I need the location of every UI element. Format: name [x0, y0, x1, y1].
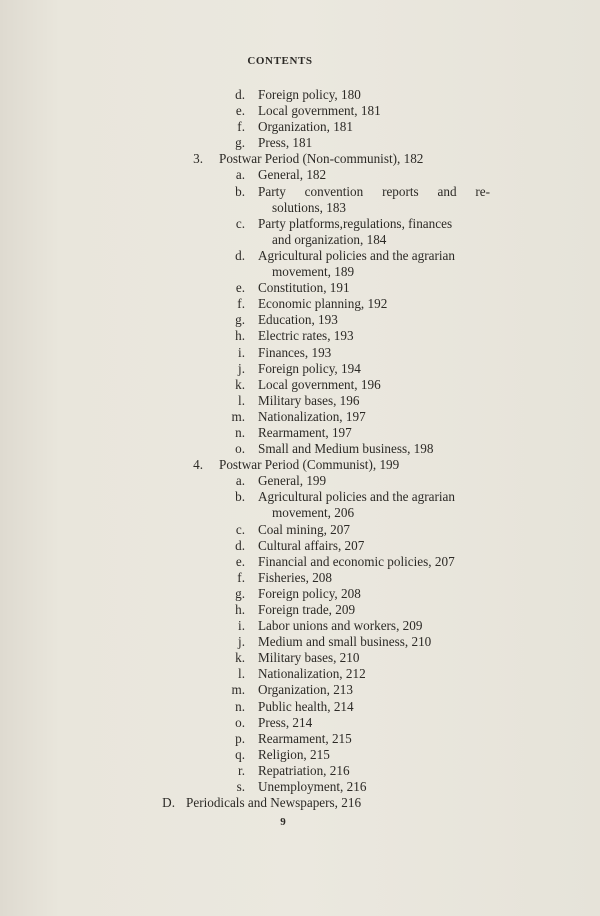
- toc-entry: [0, 618, 600, 634]
- entry-marker: e.: [235, 103, 245, 119]
- entry-text: Nationalization, 212: [258, 666, 366, 682]
- entry-marker: m.: [231, 408, 245, 424]
- entry-marker: d.: [235, 87, 245, 102]
- toc-entry: [0, 779, 600, 795]
- entry-marker: a.: [235, 473, 245, 489]
- entry-marker: i.: [238, 618, 245, 634]
- toc-entry: [0, 634, 600, 650]
- entry-text: solutions, 183: [272, 199, 347, 215]
- toc-entry: [0, 554, 600, 570]
- entry-text: Small and Medium business, 198: [258, 441, 434, 457]
- entry-text: Medium and small business, 210: [258, 634, 432, 650]
- entry-text: General, 182: [258, 167, 327, 183]
- entry-text: Unemployment, 216: [258, 779, 367, 795]
- entry-marker: f.: [237, 296, 245, 312]
- entry-text: Electric rates, 193: [258, 328, 354, 344]
- entry-text: movement, 206: [272, 505, 355, 521]
- entry-text: Coal mining, 207: [258, 521, 350, 537]
- entry-marker: k.: [235, 650, 245, 666]
- toc-entry: [0, 682, 600, 698]
- toc-entry: [0, 715, 600, 731]
- entry-marker: f.: [237, 569, 245, 585]
- entry-marker: n.: [235, 424, 245, 440]
- entry-marker: g.: [235, 135, 245, 151]
- entry-text: Local government, 196: [258, 376, 381, 392]
- entry-text: and organization, 184: [272, 231, 387, 247]
- entry-marker: h.: [235, 328, 245, 344]
- entry-marker: b.: [235, 183, 245, 199]
- toc-section: [0, 457, 600, 473]
- toc-entry: [0, 538, 600, 554]
- section-marker: 4.: [193, 457, 203, 473]
- entry-marker: p.: [235, 730, 245, 746]
- toc-entry: [0, 731, 600, 747]
- toc-entry: [0, 393, 600, 409]
- toc-entry-continuation: [0, 505, 600, 521]
- toc-entry: [0, 135, 600, 151]
- toc-entry: [0, 119, 600, 135]
- entry-marker: l.: [238, 392, 245, 408]
- toc-entry: [0, 699, 600, 715]
- entry-text: Financial and economic policies, 207: [258, 553, 455, 569]
- toc-section: [0, 151, 600, 167]
- toc-entry: [0, 747, 600, 763]
- entry-marker: o.: [235, 714, 245, 730]
- entry-text: Foreign policy, 180: [258, 87, 361, 102]
- toc-entry: [0, 570, 600, 586]
- entry-text: Fisheries, 208: [258, 569, 332, 585]
- entry-marker: i.: [238, 344, 245, 360]
- entry-marker: e.: [235, 553, 245, 569]
- entry-marker: n.: [235, 698, 245, 714]
- entry-text: Nationalization, 197: [258, 408, 366, 424]
- toc-entry: [0, 650, 600, 666]
- entry-marker: l.: [238, 666, 245, 682]
- entry-marker: c.: [235, 521, 245, 537]
- page-heading: CONTENTS: [247, 55, 313, 67]
- entry-text: Religion, 215: [258, 746, 330, 762]
- entry-text: Foreign trade, 209: [258, 602, 356, 617]
- entry-marker: f.: [237, 119, 245, 135]
- toc-entry: [0, 296, 600, 312]
- entry-marker: q.: [235, 746, 245, 762]
- toc-entry: [0, 184, 600, 200]
- entry-marker: c.: [235, 215, 245, 231]
- entry-text: Organization, 213: [258, 682, 353, 698]
- entry-text: Press, 214: [258, 714, 313, 730]
- entry-marker: g.: [235, 585, 245, 601]
- toc-entry: [0, 425, 600, 441]
- toc-entry: [0, 522, 600, 538]
- entry-text: Repatriation, 216: [258, 762, 350, 778]
- entry-marker: b.: [235, 489, 245, 505]
- toc-entry: [0, 216, 600, 232]
- entry-text: Foreign policy, 194: [258, 360, 361, 376]
- entry-text: Party convention reports and re-: [258, 183, 490, 199]
- entry-text: Party platforms,regulations, finances: [258, 215, 453, 231]
- page-number: 9: [280, 816, 286, 828]
- entry-marker: g.: [235, 312, 245, 328]
- entry-text: Rearmament, 197: [258, 424, 352, 440]
- toc-entry-continuation: [0, 264, 600, 280]
- toc-entry: [0, 602, 600, 618]
- entry-text: General, 199: [258, 473, 327, 489]
- entry-text: Local government, 181: [258, 103, 381, 119]
- section-text: Postwar Period (Non-communist), 182: [219, 151, 424, 167]
- toc-entry: [0, 441, 600, 457]
- entry-text: Labor unions and workers, 209: [258, 618, 423, 634]
- entry-marker: d.: [235, 247, 245, 263]
- toc-entry: [0, 345, 600, 361]
- toc-entry: [0, 248, 600, 264]
- entry-text: movement, 189: [272, 264, 355, 280]
- toc-entry: [0, 167, 600, 183]
- entry-text: Agricultural policies and the agrarian: [258, 247, 456, 263]
- toc-entry-continuation: [0, 200, 600, 216]
- entry-text: Cultural affairs, 207: [258, 537, 365, 553]
- toc-entry: [0, 409, 600, 425]
- entry-text: Press, 181: [258, 135, 313, 151]
- toc-entry: [0, 103, 600, 119]
- toc-entry: [0, 328, 600, 344]
- entry-text: Rearmament, 215: [258, 730, 352, 746]
- toc-entry: [0, 666, 600, 682]
- entry-marker: h.: [235, 602, 245, 617]
- entry-marker: k.: [235, 376, 245, 392]
- entry-marker: j.: [238, 634, 245, 650]
- toc-entry: [0, 87, 600, 103]
- entry-marker: s.: [236, 779, 245, 795]
- section-marker: 3.: [193, 151, 203, 167]
- toc-entry: [0, 489, 600, 505]
- part-marker: D.: [162, 795, 175, 811]
- toc-entry: [0, 361, 600, 377]
- toc-entry-continuation: [0, 232, 600, 248]
- section-text: Postwar Period (Communist), 199: [219, 457, 400, 473]
- entry-marker: a.: [235, 167, 245, 183]
- entry-marker: r.: [238, 762, 245, 778]
- entry-text: Constitution, 191: [258, 280, 350, 296]
- entry-text: Military bases, 210: [258, 650, 360, 666]
- entry-marker: d.: [235, 537, 245, 553]
- entry-text: Foreign policy, 208: [258, 585, 361, 601]
- part-text: Periodicals and Newspapers, 216: [186, 795, 362, 811]
- entry-text: Military bases, 196: [258, 392, 360, 408]
- entry-text: Agricultural policies and the agrarian: [258, 489, 456, 505]
- toc-entry: [0, 280, 600, 296]
- toc-entry: [0, 377, 600, 393]
- entry-text: Economic planning, 192: [258, 296, 388, 312]
- entry-marker: e.: [235, 280, 245, 296]
- entry-text: Organization, 181: [258, 119, 353, 135]
- toc-entry: [0, 586, 600, 602]
- entry-text: Education, 193: [258, 312, 338, 328]
- toc-part: [0, 795, 600, 811]
- entry-text: Finances, 193: [258, 344, 332, 360]
- entry-marker: j.: [238, 360, 245, 376]
- toc-entry: [0, 763, 600, 779]
- entry-text: Public health, 214: [258, 698, 354, 714]
- entry-marker: o.: [235, 441, 245, 457]
- entry-marker: m.: [231, 682, 245, 698]
- table-of-contents: [0, 87, 600, 811]
- toc-entry: [0, 312, 600, 328]
- toc-entry: [0, 473, 600, 489]
